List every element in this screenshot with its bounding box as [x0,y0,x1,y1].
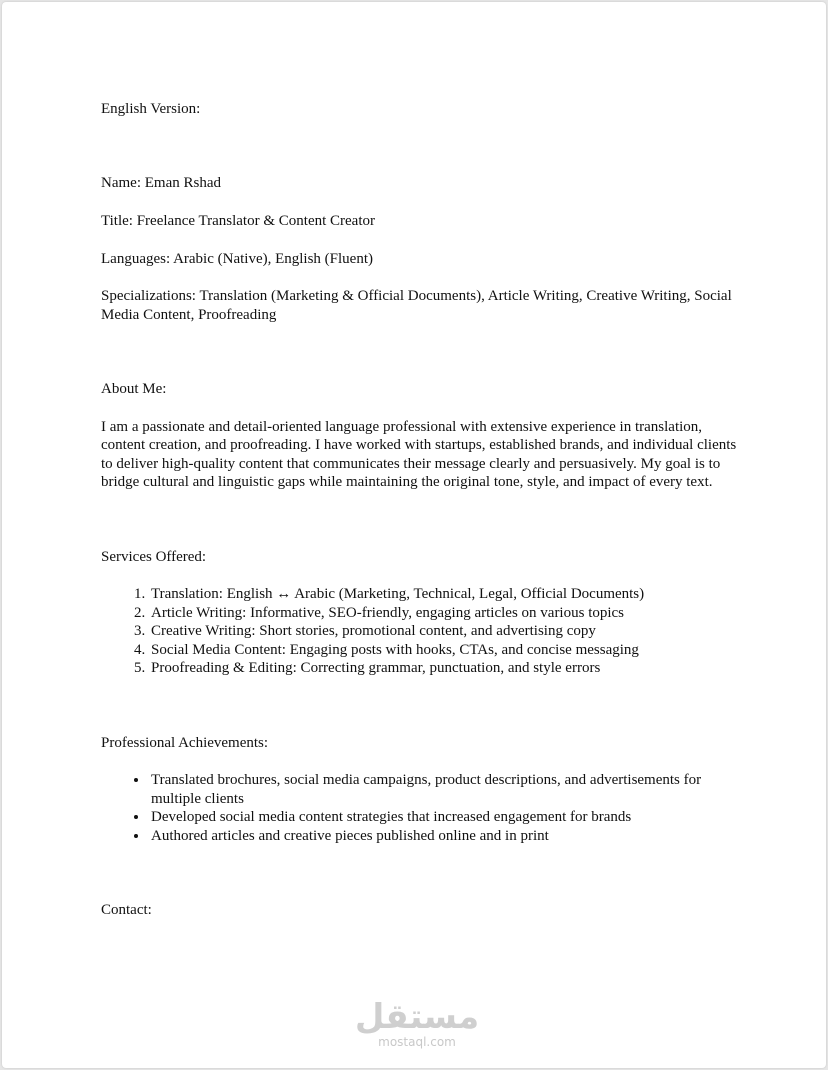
document-page [2,2,826,1068]
list-item: • Developed social media content strategies that increased engagement for brands [149,808,741,827]
achievements-list [101,771,741,845]
list-item: 3. Creative Writing: Short stories, promotional content, and advertising copy [149,622,741,641]
list-item: 5. Proofreading & Editing: Correcting grammar, punctuation, and style errors [149,659,741,678]
list-item: 4. Social Media Content: Engaging posts with hooks, CTAs, and concise messaging [149,641,741,660]
services-heading: Services Offered: [101,548,207,565]
services-list [101,585,741,678]
watermark-latin-text: mostaql.com [378,1035,456,1049]
mostaql-watermark-logo [347,997,487,1057]
list-item: 2. Article Writing: Informative, SEO-friendly, engaging articles on various topics [149,604,741,623]
title-line: Title: Freelance Translator & Content Creator [101,213,375,229]
document-content [101,100,741,920]
about-heading: About Me: [101,381,167,397]
watermark-arabic-text: مستقل [354,997,480,1037]
version-heading: English Version: [101,101,201,117]
list-item: • Translated brochures, social media campaigns, product descriptions, and advertisements for multiple clients [149,771,741,808]
name-line: Name: Eman Rshad [101,174,221,191]
about-paragraph: I am a passionate and detail-oriented language professional with extensive experience in translation, content creation, and proofreading. I have worked with startups, established brands, and individual clients to deliver high-quality content that communicates their message clearly and persuasively. My goal is to bridge cultural and linguistic gaps while maintaining the original tone, style, and impact of every text. [101,418,737,490]
specializations-line: Specializations: Translation (Marketing & Official Documents), Article Writing, Creative Writing, Social Media Content, Proofreading [101,288,732,323]
languages-line: Languages: Arabic (Native), English (Fluent) [101,250,374,267]
list-item: 1. Translation: English ↔ Arabic (Marketing, Technical, Legal, Official Documents) [149,585,741,604]
list-item: • Authored articles and creative pieces published online and in print [149,827,741,846]
contact-heading: Contact: [101,902,152,918]
achievements-heading: Professional Achievements: [101,734,269,751]
